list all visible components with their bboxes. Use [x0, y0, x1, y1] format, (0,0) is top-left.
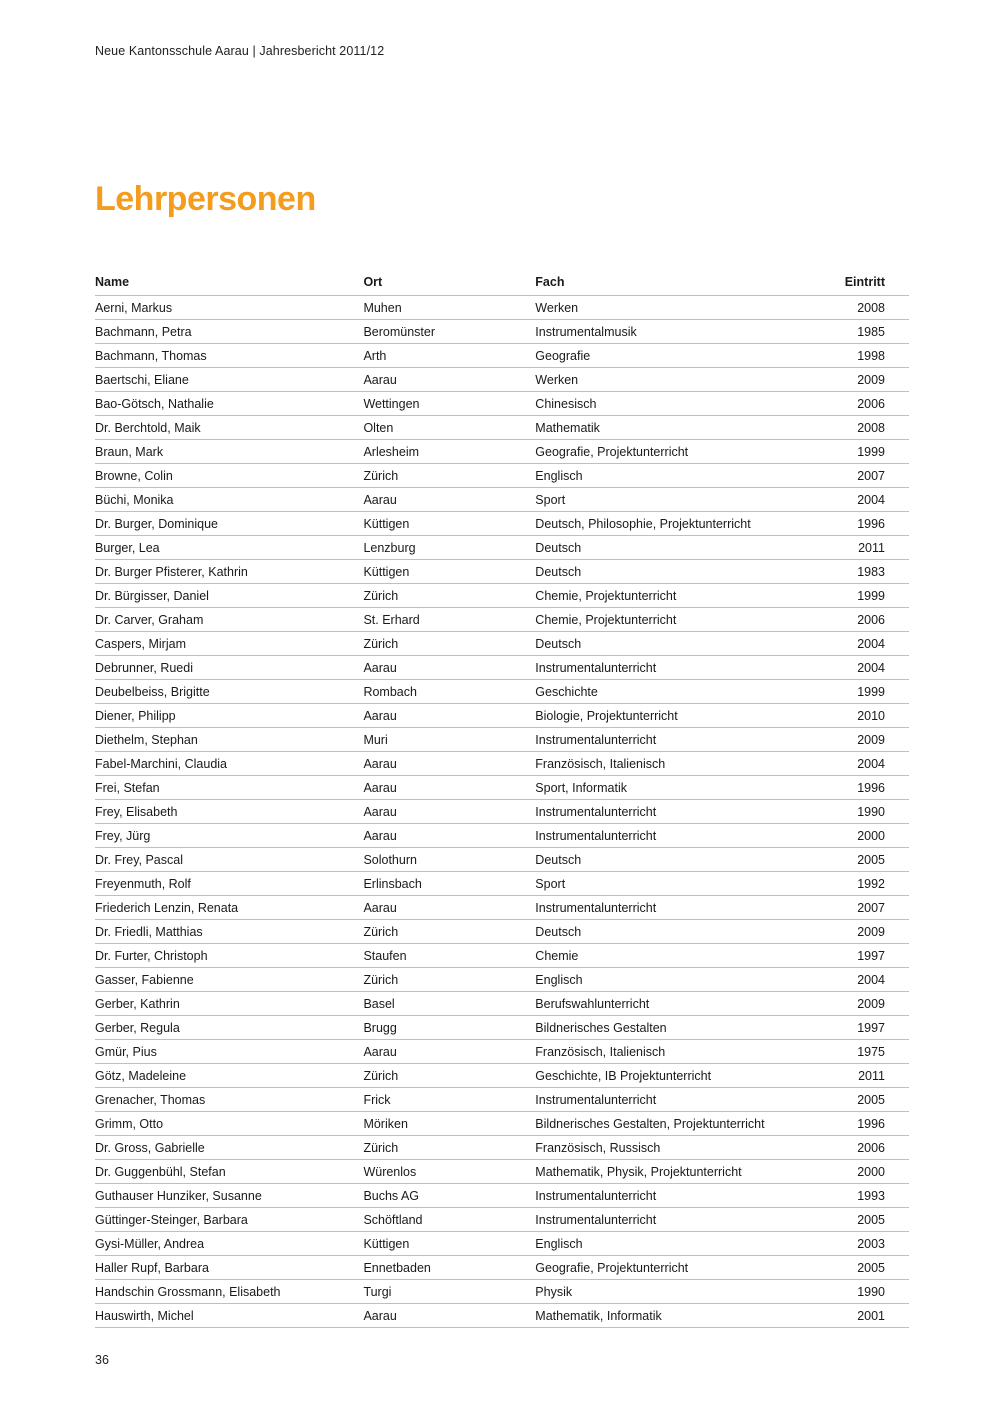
cell-eintritt: 1992 — [802, 872, 909, 896]
cell-eintritt: 1999 — [802, 680, 909, 704]
table-row — [95, 1208, 909, 1232]
cell-name: Frei, Stefan — [95, 776, 363, 800]
cell-eintritt: 2001 — [802, 1304, 909, 1328]
cell-fach: Berufswahlunterricht — [535, 992, 802, 1016]
cell-ort: Würenlos — [363, 1160, 535, 1184]
cell-eintritt: 2006 — [802, 392, 909, 416]
cell-eintritt: 1990 — [802, 800, 909, 824]
cell-eintritt: 2009 — [802, 920, 909, 944]
cell-fach: Bildnerisches Gestalten, Projektunterricht — [535, 1112, 802, 1136]
cell-name: Götz, Madeleine — [95, 1064, 363, 1088]
table-row — [95, 632, 909, 656]
cell-fach: Geografie, Projektunterricht — [535, 440, 802, 464]
cell-eintritt: 2006 — [802, 1136, 909, 1160]
table-row — [95, 704, 909, 728]
cell-name: Grenacher, Thomas — [95, 1088, 363, 1112]
cell-eintritt: 2008 — [802, 296, 909, 320]
cell-ort: Erlinsbach — [363, 872, 535, 896]
cell-name: Dr. Burger Pfisterer, Kathrin — [95, 560, 363, 584]
cell-ort: Aarau — [363, 368, 535, 392]
cell-eintritt: 2004 — [802, 968, 909, 992]
cell-name: Frey, Elisabeth — [95, 800, 363, 824]
cell-fach: Französisch, Italienisch — [535, 1040, 802, 1064]
cell-eintritt: 1990 — [802, 1280, 909, 1304]
table-row — [95, 1064, 909, 1088]
cell-eintritt: 1999 — [802, 440, 909, 464]
cell-ort: Aarau — [363, 752, 535, 776]
table-row — [95, 1016, 909, 1040]
cell-fach: Instrumentalunterricht — [535, 800, 802, 824]
cell-fach: Mathematik — [535, 416, 802, 440]
cell-name: Fabel-Marchini, Claudia — [95, 752, 363, 776]
cell-eintritt: 2011 — [802, 536, 909, 560]
cell-ort: Arth — [363, 344, 535, 368]
cell-name: Deubelbeiss, Brigitte — [95, 680, 363, 704]
cell-name: Büchi, Monika — [95, 488, 363, 512]
cell-fach: Geschichte, IB Projektunterricht — [535, 1064, 802, 1088]
cell-ort: Solothurn — [363, 848, 535, 872]
cell-ort: Aarau — [363, 776, 535, 800]
cell-name: Gmür, Pius — [95, 1040, 363, 1064]
cell-ort: Zürich — [363, 584, 535, 608]
cell-fach: Deutsch — [535, 536, 802, 560]
cell-name: Diethelm, Stephan — [95, 728, 363, 752]
cell-fach: Englisch — [535, 464, 802, 488]
cell-fach: Sport — [535, 488, 802, 512]
table-row — [95, 584, 909, 608]
table-row — [95, 968, 909, 992]
column-header-ort: Ort — [363, 268, 535, 296]
cell-fach: Bildnerisches Gestalten — [535, 1016, 802, 1040]
cell-fach: Chemie — [535, 944, 802, 968]
column-header-eintritt: Eintritt — [802, 268, 909, 296]
cell-ort: Olten — [363, 416, 535, 440]
cell-name: Guthauser Hunziker, Susanne — [95, 1184, 363, 1208]
cell-eintritt: 2004 — [802, 656, 909, 680]
table-row — [95, 800, 909, 824]
cell-fach: Französisch, Russisch — [535, 1136, 802, 1160]
cell-eintritt: 2011 — [802, 1064, 909, 1088]
table-row — [95, 656, 909, 680]
teachers-table — [95, 268, 909, 1328]
cell-fach: Geografie — [535, 344, 802, 368]
cell-fach: Mathematik, Informatik — [535, 1304, 802, 1328]
running-header: Neue Kantonsschule Aarau | Jahresbericht 2011/12 — [95, 44, 385, 58]
cell-ort: Zürich — [363, 920, 535, 944]
cell-eintritt: 2005 — [802, 1256, 909, 1280]
cell-eintritt: 1997 — [802, 1016, 909, 1040]
cell-eintritt: 1983 — [802, 560, 909, 584]
cell-eintritt: 2000 — [802, 824, 909, 848]
cell-ort: Aarau — [363, 896, 535, 920]
cell-fach: Geografie, Projektunterricht — [535, 1256, 802, 1280]
cell-fach: Englisch — [535, 968, 802, 992]
cell-ort: Turgi — [363, 1280, 535, 1304]
cell-eintritt: 2006 — [802, 608, 909, 632]
cell-eintritt: 2003 — [802, 1232, 909, 1256]
cell-fach: Englisch — [535, 1232, 802, 1256]
table-row — [95, 296, 909, 320]
cell-ort: Staufen — [363, 944, 535, 968]
cell-name: Browne, Colin — [95, 464, 363, 488]
cell-fach: Mathematik, Physik, Projektunterricht — [535, 1160, 802, 1184]
cell-eintritt: 2008 — [802, 416, 909, 440]
cell-fach: Chinesisch — [535, 392, 802, 416]
cell-name: Dr. Carver, Graham — [95, 608, 363, 632]
cell-fach: Deutsch, Philosophie, Projektunterricht — [535, 512, 802, 536]
cell-name: Baertschi, Eliane — [95, 368, 363, 392]
table-row — [95, 728, 909, 752]
cell-eintritt: 1996 — [802, 776, 909, 800]
cell-fach: Instrumentalunterricht — [535, 824, 802, 848]
cell-name: Dr. Gross, Gabrielle — [95, 1136, 363, 1160]
cell-fach: Deutsch — [535, 920, 802, 944]
cell-fach: Sport, Informatik — [535, 776, 802, 800]
cell-fach: Geschichte — [535, 680, 802, 704]
cell-eintritt: 2009 — [802, 728, 909, 752]
cell-fach: Instrumentalunterricht — [535, 896, 802, 920]
cell-name: Dr. Friedli, Matthias — [95, 920, 363, 944]
cell-name: Burger, Lea — [95, 536, 363, 560]
cell-fach: Werken — [535, 296, 802, 320]
table-row — [95, 896, 909, 920]
table-row — [95, 1136, 909, 1160]
cell-fach: Chemie, Projektunterricht — [535, 584, 802, 608]
table-row — [95, 1040, 909, 1064]
cell-eintritt: 2004 — [802, 488, 909, 512]
cell-name: Gerber, Kathrin — [95, 992, 363, 1016]
cell-name: Bachmann, Thomas — [95, 344, 363, 368]
cell-ort: Arlesheim — [363, 440, 535, 464]
cell-ort: Zürich — [363, 632, 535, 656]
table-row — [95, 416, 909, 440]
cell-name: Dr. Burger, Dominique — [95, 512, 363, 536]
cell-ort: Muri — [363, 728, 535, 752]
cell-name: Grimm, Otto — [95, 1112, 363, 1136]
cell-name: Gasser, Fabienne — [95, 968, 363, 992]
cell-fach: Französisch, Italienisch — [535, 752, 802, 776]
cell-name: Dr. Bürgisser, Daniel — [95, 584, 363, 608]
table-row — [95, 560, 909, 584]
cell-name: Dr. Guggenbühl, Stefan — [95, 1160, 363, 1184]
cell-ort: Aarau — [363, 1040, 535, 1064]
cell-ort: Muhen — [363, 296, 535, 320]
cell-fach: Biologie, Projektunterricht — [535, 704, 802, 728]
table-row — [95, 1304, 909, 1328]
cell-name: Dr. Frey, Pascal — [95, 848, 363, 872]
cell-eintritt: 2005 — [802, 848, 909, 872]
cell-eintritt: 1975 — [802, 1040, 909, 1064]
cell-ort: St. Erhard — [363, 608, 535, 632]
cell-eintritt: 1999 — [802, 584, 909, 608]
cell-eintritt: 2009 — [802, 368, 909, 392]
cell-name: Debrunner, Ruedi — [95, 656, 363, 680]
cell-ort: Buchs AG — [363, 1184, 535, 1208]
cell-ort: Aarau — [363, 488, 535, 512]
cell-eintritt: 1996 — [802, 1112, 909, 1136]
page-number: 36 — [95, 1353, 109, 1367]
cell-name: Freyenmuth, Rolf — [95, 872, 363, 896]
cell-name: Braun, Mark — [95, 440, 363, 464]
cell-fach: Deutsch — [535, 560, 802, 584]
cell-eintritt: 2010 — [802, 704, 909, 728]
cell-ort: Aarau — [363, 800, 535, 824]
table-row — [95, 608, 909, 632]
table-row — [95, 488, 909, 512]
cell-name: Gysi-Müller, Andrea — [95, 1232, 363, 1256]
cell-eintritt: 2007 — [802, 896, 909, 920]
cell-ort: Zürich — [363, 1064, 535, 1088]
cell-name: Güttinger-Steinger, Barbara — [95, 1208, 363, 1232]
column-header-name: Name — [95, 268, 363, 296]
cell-name: Friederich Lenzin, Renata — [95, 896, 363, 920]
cell-ort: Zürich — [363, 464, 535, 488]
table-row — [95, 464, 909, 488]
cell-ort: Aarau — [363, 704, 535, 728]
table-row — [95, 536, 909, 560]
cell-eintritt: 1993 — [802, 1184, 909, 1208]
cell-ort: Küttigen — [363, 512, 535, 536]
table-row — [95, 320, 909, 344]
table-row — [95, 440, 909, 464]
cell-name: Bachmann, Petra — [95, 320, 363, 344]
cell-ort: Schöftland — [363, 1208, 535, 1232]
cell-name: Dr. Furter, Christoph — [95, 944, 363, 968]
cell-fach: Sport — [535, 872, 802, 896]
cell-eintritt: 1997 — [802, 944, 909, 968]
cell-name: Handschin Grossmann, Elisabeth — [95, 1280, 363, 1304]
cell-fach: Werken — [535, 368, 802, 392]
table-row — [95, 824, 909, 848]
table-row — [95, 992, 909, 1016]
cell-fach: Instrumentalmusik — [535, 320, 802, 344]
table-row — [95, 1160, 909, 1184]
cell-ort: Lenzburg — [363, 536, 535, 560]
cell-fach: Chemie, Projektunterricht — [535, 608, 802, 632]
table-row — [95, 752, 909, 776]
cell-ort: Frick — [363, 1088, 535, 1112]
cell-eintritt: 2004 — [802, 632, 909, 656]
cell-fach: Deutsch — [535, 848, 802, 872]
cell-name: Bao-Götsch, Nathalie — [95, 392, 363, 416]
cell-eintritt: 2005 — [802, 1208, 909, 1232]
table-row — [95, 776, 909, 800]
cell-eintritt: 2005 — [802, 1088, 909, 1112]
cell-eintritt: 1998 — [802, 344, 909, 368]
table-row — [95, 680, 909, 704]
cell-eintritt: 2000 — [802, 1160, 909, 1184]
cell-ort: Aarau — [363, 656, 535, 680]
table-row — [95, 872, 909, 896]
cell-name: Aerni, Markus — [95, 296, 363, 320]
cell-ort: Rombach — [363, 680, 535, 704]
table-row — [95, 848, 909, 872]
table-row — [95, 392, 909, 416]
table-row — [95, 344, 909, 368]
cell-ort: Küttigen — [363, 560, 535, 584]
cell-ort: Möriken — [363, 1112, 535, 1136]
cell-fach: Instrumentalunterricht — [535, 1088, 802, 1112]
cell-fach: Instrumentalunterricht — [535, 1184, 802, 1208]
cell-ort: Brugg — [363, 1016, 535, 1040]
cell-ort: Wettingen — [363, 392, 535, 416]
cell-name: Caspers, Mirjam — [95, 632, 363, 656]
table-row — [95, 368, 909, 392]
cell-ort: Aarau — [363, 824, 535, 848]
cell-eintritt: 2009 — [802, 992, 909, 1016]
table-row — [95, 1112, 909, 1136]
table-row — [95, 1280, 909, 1304]
table-row — [95, 512, 909, 536]
cell-name: Frey, Jürg — [95, 824, 363, 848]
cell-fach: Physik — [535, 1280, 802, 1304]
cell-ort: Basel — [363, 992, 535, 1016]
cell-ort: Ennetbaden — [363, 1256, 535, 1280]
cell-ort: Zürich — [363, 968, 535, 992]
table-header-row — [95, 268, 909, 296]
cell-eintritt: 2007 — [802, 464, 909, 488]
cell-ort: Küttigen — [363, 1232, 535, 1256]
table-row — [95, 944, 909, 968]
cell-eintritt: 2004 — [802, 752, 909, 776]
cell-name: Dr. Berchtold, Maik — [95, 416, 363, 440]
table-row — [95, 1256, 909, 1280]
page-title: Lehrpersonen — [95, 180, 316, 218]
cell-name: Gerber, Regula — [95, 1016, 363, 1040]
cell-fach: Instrumentalunterricht — [535, 656, 802, 680]
cell-eintritt: 1985 — [802, 320, 909, 344]
cell-ort: Beromünster — [363, 320, 535, 344]
cell-ort: Zürich — [363, 1136, 535, 1160]
cell-name: Haller Rupf, Barbara — [95, 1256, 363, 1280]
cell-fach: Instrumentalunterricht — [535, 1208, 802, 1232]
table-row — [95, 1232, 909, 1256]
table-row — [95, 1184, 909, 1208]
cell-ort: Aarau — [363, 1304, 535, 1328]
cell-fach: Deutsch — [535, 632, 802, 656]
cell-fach: Instrumentalunterricht — [535, 728, 802, 752]
column-header-fach: Fach — [535, 268, 802, 296]
table-body — [95, 296, 909, 1328]
cell-name: Diener, Philipp — [95, 704, 363, 728]
table-row — [95, 1088, 909, 1112]
table-row — [95, 920, 909, 944]
cell-eintritt: 1996 — [802, 512, 909, 536]
cell-name: Hauswirth, Michel — [95, 1304, 363, 1328]
